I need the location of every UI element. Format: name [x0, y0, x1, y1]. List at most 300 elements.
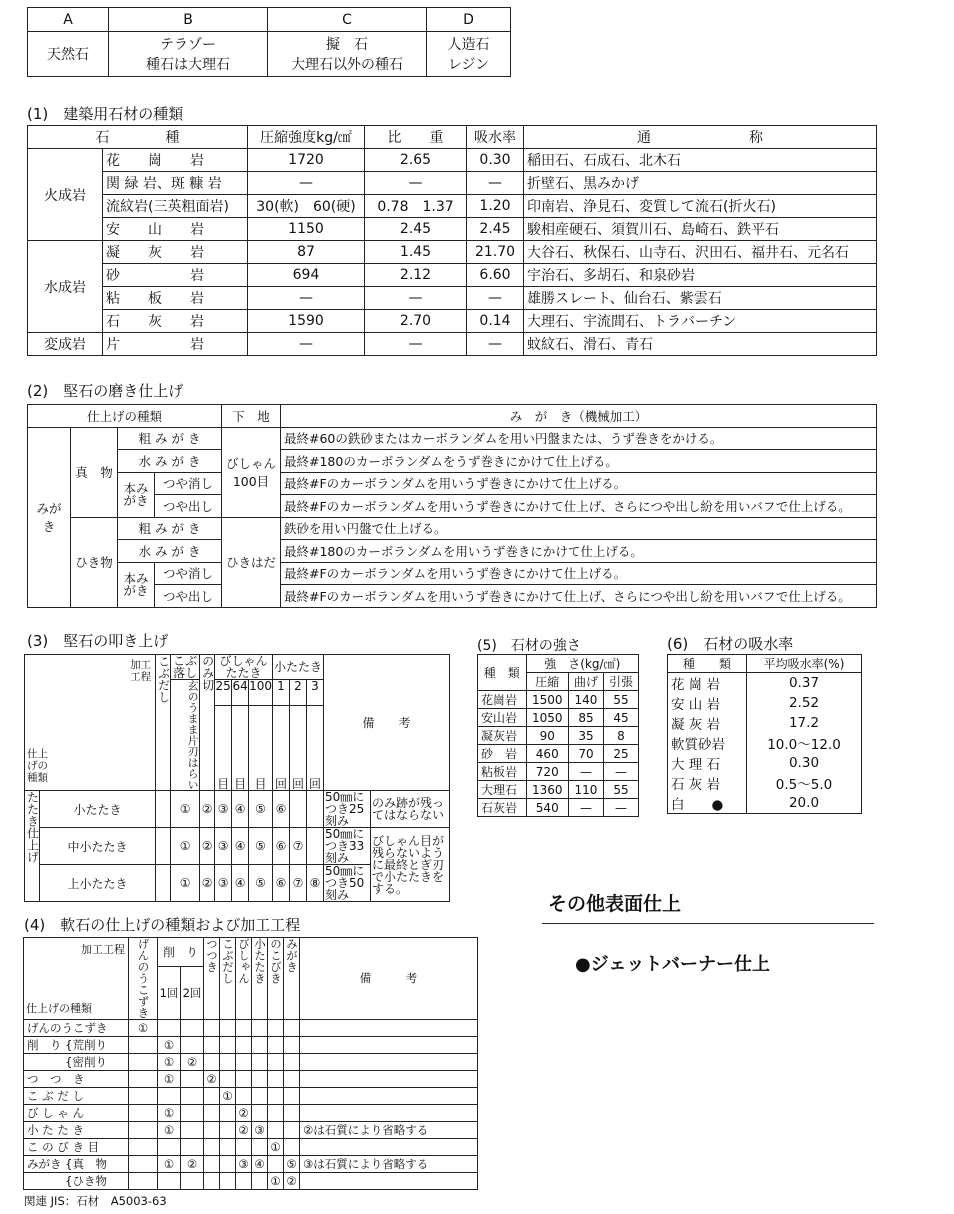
t3-mark	[156, 791, 171, 828]
t3-col: 25	[215, 680, 232, 706]
t4-mark: ②	[236, 1104, 252, 1121]
t4-row-name: つ つ き	[24, 1070, 129, 1087]
t4-mark	[204, 1036, 220, 1053]
t1-cell: 2.12	[365, 264, 467, 287]
t3-h-kobudashi: こぶだし	[156, 655, 171, 791]
t1-cell: 1.20	[467, 195, 524, 218]
t3-mark: ④	[232, 791, 249, 828]
t4-note: ②は石質により省略する	[300, 1121, 478, 1138]
t6-cell: 0.37	[747, 673, 862, 694]
t4-row	[24, 1104, 478, 1121]
abcd-header: D	[427, 8, 511, 32]
t4-row	[24, 1121, 478, 1138]
t4-mark: ②	[284, 1172, 300, 1189]
t1-name: 片 岩	[103, 333, 248, 356]
t1-cell: 694	[248, 264, 365, 287]
t6-cell: 花 崗 岩	[668, 673, 747, 694]
t4-mark	[252, 1070, 268, 1087]
t2-desc: 最終#Fのカーボランダムを用いうず巻きにかけて仕上げ、さらにつや出し紛を用いバフで仕上げる。	[281, 585, 877, 608]
abcd-header: B	[109, 8, 268, 32]
abcd-cell: 人造石 レジン	[427, 32, 511, 77]
t4-mark	[204, 1138, 220, 1155]
t4-note	[300, 1053, 478, 1070]
t4-mark	[129, 1053, 158, 1070]
t6-cell: 10.0〜12.0	[747, 733, 862, 753]
t3-h-nomi: のみ切	[200, 655, 215, 791]
t6-cell: 安 山 岩	[668, 693, 747, 713]
t4-row-name: {ひき物	[24, 1172, 129, 1189]
t3-mark: ②	[200, 865, 215, 902]
t4-note	[300, 1138, 478, 1155]
t4-mark: ⑤	[284, 1155, 300, 1172]
t4-mark	[129, 1036, 158, 1053]
t4-row	[24, 1036, 478, 1053]
t4-mark: ①	[158, 1070, 181, 1087]
t4-mark	[158, 1172, 181, 1189]
t4-mark	[268, 1121, 284, 1138]
t4-mark: ①	[158, 1155, 181, 1172]
t3-mark: ⑤	[249, 865, 273, 902]
t1-cell: 1720	[248, 149, 365, 172]
t4-mark: ④	[252, 1155, 268, 1172]
t1-header: 比 重	[365, 126, 467, 149]
stone-types-table	[27, 125, 877, 356]
t4-mark	[220, 1070, 236, 1087]
t3-mark	[307, 791, 324, 828]
t4-mark	[181, 1104, 204, 1121]
t4-mark	[129, 1121, 158, 1138]
t4-mark	[236, 1138, 252, 1155]
t4-row	[24, 1070, 478, 1087]
t1-cell: —	[365, 287, 467, 310]
t4-mark	[204, 1019, 220, 1036]
t5-header: 種 類	[478, 655, 527, 691]
t5-cell: 70	[568, 745, 603, 763]
soft-stone-table	[23, 937, 478, 1190]
t3-mark	[156, 828, 171, 865]
t5-cell: 大理石	[478, 781, 527, 799]
t2-header: 下 地	[222, 405, 281, 428]
t2-honmigaki: 本み がき	[118, 472, 155, 517]
t3-h-kotataki: 小たたき	[273, 655, 324, 680]
t3-mark: ⑥	[273, 865, 290, 902]
t2-main: みがき	[28, 427, 71, 607]
t6-header: 平均吸水率(%)	[747, 655, 862, 673]
t4-row-name: 削 り {荒削り	[24, 1036, 129, 1053]
t4-mark	[129, 1172, 158, 1189]
t3-mark: ⑤	[249, 828, 273, 865]
t4-mark: ①	[158, 1053, 181, 1070]
t5-cell: 砂 岩	[478, 745, 527, 763]
t3-mark: ③	[215, 791, 232, 828]
t4-mark	[220, 1104, 236, 1121]
t4-mark: ①	[158, 1104, 181, 1121]
t3-mark: ④	[232, 828, 249, 865]
t4-mark: ①	[158, 1036, 181, 1053]
t3-col: 1	[273, 680, 290, 706]
divider	[542, 923, 874, 924]
t4-mark: ①	[268, 1138, 284, 1155]
t4-mark	[268, 1070, 284, 1087]
t3-unit: 回	[273, 706, 290, 791]
t3-mark: ⑤	[249, 791, 273, 828]
t4-mark: ③	[236, 1155, 252, 1172]
t2-title: (2) 堅石の磨き仕上げ	[27, 382, 184, 400]
t4-row-name: び し ゃ ん	[24, 1104, 129, 1121]
t4-mark: ②	[181, 1155, 204, 1172]
t1-title: (1) 建築用石材の種類	[27, 105, 184, 123]
t1-cell: —	[467, 333, 524, 356]
t4-corner-top: 加工工程	[81, 943, 125, 956]
t2-desc: 最終#Fのカーボランダムを用いうず巻きにかけて仕上げ、さらにつや出し紛を用いバフで仕上げる。	[281, 495, 877, 518]
t4-mark	[236, 1036, 252, 1053]
t5-cell: —	[603, 799, 638, 817]
t4-mark	[284, 1087, 300, 1104]
t3-unit: 回	[307, 706, 324, 791]
t4-mark	[204, 1087, 220, 1104]
t4-mark	[220, 1036, 236, 1053]
t3-mark: ⑥	[273, 791, 290, 828]
t5-cell: —	[603, 763, 638, 781]
t6-cell: 白 ●	[668, 793, 747, 814]
t6-cell: 17.2	[747, 713, 862, 733]
t4-note	[300, 1070, 478, 1087]
t4-mark	[268, 1087, 284, 1104]
t5-cell: 85	[568, 709, 603, 727]
t1-cell: —	[467, 287, 524, 310]
t6-cell: 大 理 石	[668, 753, 747, 773]
t3-corner-bottom: 仕上 げの 種類	[27, 748, 48, 784]
t4-mark	[284, 1070, 300, 1087]
t1-cell: 21.70	[467, 241, 524, 264]
t5-cell: 720	[526, 763, 568, 781]
t2-kind: 粗 み が き	[118, 427, 222, 450]
t3-note: 50㎜につき50刻み	[324, 865, 371, 902]
t5-cell: 90	[526, 727, 568, 745]
t4-mark	[129, 1070, 158, 1087]
t1-group: 水成岩	[28, 241, 103, 333]
t1-name: 石 灰 岩	[103, 310, 248, 333]
abcd-cell: テラゾー 種石は大理石	[109, 32, 268, 77]
t4-mark	[181, 1036, 204, 1053]
t1-cell: 30(軟) 60(硬)	[248, 195, 365, 218]
t1-cell: 折壁石、黒みかげ	[524, 172, 877, 195]
t5-cell: 25	[603, 745, 638, 763]
t4-mark	[284, 1019, 300, 1036]
t4-mark	[236, 1087, 252, 1104]
t4-h-col: こぶだし	[220, 938, 236, 1020]
t4-note	[300, 1019, 478, 1036]
t4-h-col: つつき	[204, 938, 220, 1020]
t2-kind: つや消し	[155, 472, 222, 495]
t3-mark: ③	[215, 865, 232, 902]
t4-mark	[284, 1138, 300, 1155]
t4-note	[300, 1087, 478, 1104]
t1-name: 安 山 岩	[103, 218, 248, 241]
t4-mark: ②	[204, 1070, 220, 1087]
t1-cell: 宇治石、多胡石、和泉砂岩	[524, 264, 877, 287]
t4-h-gen: げんのうこずき	[129, 938, 158, 1020]
t3-col: 100	[249, 680, 273, 706]
t4-h-col: のこびき	[268, 938, 284, 1020]
t1-cell: 駿相産硬石、須賀川石、島崎石、鉄平石	[524, 218, 877, 241]
t2-kind: つや消し	[155, 562, 222, 585]
t4-mark	[181, 1121, 204, 1138]
t2-honmigaki: 本み がき	[118, 562, 155, 607]
t4-row	[24, 1172, 478, 1189]
abcd-header: C	[268, 8, 427, 32]
t5-header: 圧縮	[526, 673, 568, 691]
t5-cell: 1360	[526, 781, 568, 799]
t5-cell: —	[568, 763, 603, 781]
t3-unit: 目	[215, 706, 232, 791]
abcd-cell: 天然石	[28, 32, 109, 77]
t6-cell: 0.5〜5.0	[747, 773, 862, 793]
t4-col: 1回	[158, 967, 181, 1020]
t3-mark	[290, 791, 307, 828]
t4-mark	[268, 1053, 284, 1070]
t5-cell: 花崗岩	[478, 691, 527, 709]
t1-name: 流紋岩(三英粗面岩)	[103, 195, 248, 218]
t6-cell: 0.30	[747, 753, 862, 773]
t4-mark	[204, 1053, 220, 1070]
t4-row-name: 小 た た き	[24, 1121, 129, 1138]
t1-cell: —	[365, 172, 467, 195]
t4-mark	[268, 1036, 284, 1053]
t4-mark	[252, 1036, 268, 1053]
t4-mark	[181, 1138, 204, 1155]
t4-mark	[252, 1019, 268, 1036]
t4-mark	[220, 1019, 236, 1036]
t3-row-name: 上小たたき	[40, 865, 156, 902]
t3-col: 64	[232, 680, 249, 706]
t4-h-col: びしゃん	[236, 938, 252, 1020]
t3-row-name: 中小たたき	[40, 828, 156, 865]
t3-note: のみ跡が残ってはならない	[371, 791, 450, 828]
t1-cell: —	[248, 333, 365, 356]
t4-mark	[284, 1104, 300, 1121]
t4-mark	[252, 1087, 268, 1104]
t3-unit: 回	[290, 706, 307, 791]
t3-mark	[156, 865, 171, 902]
t5-cell: 1050	[526, 709, 568, 727]
t4-row	[24, 1053, 478, 1070]
t5-cell: 35	[568, 727, 603, 745]
t5-cell: 石灰岩	[478, 799, 527, 817]
t1-header: 圧縮強度kg/㎠	[248, 126, 365, 149]
t1-cell: 大谷石、秋保石、山寺石、沢田石、福井石、元名石	[524, 241, 877, 264]
t5-cell: —	[568, 799, 603, 817]
t3-corner	[25, 655, 156, 791]
other-title: その他表面仕上	[548, 893, 682, 915]
t3-mark: ⑦	[290, 828, 307, 865]
t1-cell: 大理石、宇流間石、トラバーチン	[524, 310, 877, 333]
t6-cell: 凝 灰 岩	[668, 713, 747, 733]
t2-sub: ひき物	[71, 517, 118, 607]
t1-cell: —	[365, 333, 467, 356]
t3-title: (3) 堅石の叩き上げ	[27, 632, 169, 650]
t2-desc: 最終#Fのカーボランダムを用いうず巻きにかけて仕上げる。	[281, 472, 877, 495]
t4-mark	[252, 1104, 268, 1121]
t4-row	[24, 1138, 478, 1155]
t4-mark	[252, 1053, 268, 1070]
t6-cell: 2.52	[747, 693, 862, 713]
t4-mark	[252, 1138, 268, 1155]
t1-cell: 1.45	[365, 241, 467, 264]
t4-corner	[24, 938, 129, 1020]
t4-mark	[129, 1087, 158, 1104]
t1-group: 火成岩	[28, 149, 103, 241]
t3-h-gen: 玄のうまま片刃はらい	[171, 680, 200, 791]
t5-cell: 1500	[526, 691, 568, 709]
t3-mark: ⑧	[307, 865, 324, 902]
t1-cell: 1150	[248, 218, 365, 241]
t4-mark	[204, 1104, 220, 1121]
t4-remarks-header: 備 考	[300, 938, 478, 1020]
t1-cell: 87	[248, 241, 365, 264]
t4-mark: ③	[252, 1121, 268, 1138]
t3-col: 3	[307, 680, 324, 706]
t5-cell: 45	[603, 709, 638, 727]
abcd-cell: 擬 石 大理石以外の種石	[268, 32, 427, 77]
t4-mark	[204, 1121, 220, 1138]
t4-note: ③は石質により省略する	[300, 1155, 478, 1172]
other-item: ●ジェットバーナー仕上	[575, 954, 770, 975]
t3-h-bishan: びしゃん たたき	[215, 655, 273, 680]
t4-row	[24, 1019, 478, 1036]
t4-row-name: {密削り	[24, 1053, 129, 1070]
t5-cell: 安山岩	[478, 709, 527, 727]
t3-row-name: 小たたき	[40, 791, 156, 828]
t4-mark	[284, 1036, 300, 1053]
t3-mark: ①	[171, 865, 200, 902]
t1-group: 変成岩	[28, 333, 103, 356]
t3-mark: ②	[200, 828, 215, 865]
t1-name: 凝 灰 岩	[103, 241, 248, 264]
t3-remarks-header: 備 考	[324, 655, 450, 791]
t4-mark: ①	[268, 1172, 284, 1189]
t4-mark	[181, 1087, 204, 1104]
t1-name: 砂 岩	[103, 264, 248, 287]
strength-table	[477, 654, 639, 817]
t1-header: 通 称	[524, 126, 877, 149]
tataki-table	[24, 654, 450, 902]
t4-mark	[129, 1138, 158, 1155]
t2-base: ひきはだ	[222, 517, 281, 607]
t4-mark	[268, 1155, 284, 1172]
t4-mark	[158, 1019, 181, 1036]
t4-row-name: みがき {真 物	[24, 1155, 129, 1172]
t4-mark	[129, 1104, 158, 1121]
t4-h-col: 小たたき	[252, 938, 268, 1020]
t4-mark: ②	[236, 1121, 252, 1138]
t4-footer: 関連 JIS：石材 A5003-63	[24, 1194, 167, 1208]
t4-row-name: こ の び き 目	[24, 1138, 129, 1155]
t2-kind: 粗 み が き	[118, 517, 222, 540]
t6-cell: 軟質砂岩	[668, 733, 747, 753]
t6-header: 種 類	[668, 655, 747, 673]
t5-cell: 凝灰岩	[478, 727, 527, 745]
t4-mark: ②	[181, 1053, 204, 1070]
t1-name: 関 緑 岩、斑 糠 岩	[103, 172, 248, 195]
t4-mark	[181, 1019, 204, 1036]
t3-mark: ①	[171, 791, 200, 828]
t3-mark: ⑥	[273, 828, 290, 865]
t3-note: 50㎜につき25刻み	[324, 791, 371, 828]
t2-kind: つや出し	[155, 585, 222, 608]
t3-unit: 目	[232, 706, 249, 791]
t4-mark	[158, 1138, 181, 1155]
t1-cell: 1590	[248, 310, 365, 333]
t2-header: 仕上げの種類	[28, 405, 222, 428]
t5-header: 強 さ(kg/㎠)	[526, 655, 638, 673]
t5-cell: 粘板岩	[478, 763, 527, 781]
t4-mark	[158, 1087, 181, 1104]
t4-row	[24, 1155, 478, 1172]
t4-mark	[181, 1070, 204, 1087]
t3-group: たたき仕上げ	[25, 791, 40, 902]
t1-cell: 2.45	[467, 218, 524, 241]
t4-mark: ①	[220, 1087, 236, 1104]
t5-cell: 140	[568, 691, 603, 709]
t4-row-name: げんのうこずき	[24, 1019, 129, 1036]
t4-mark	[236, 1019, 252, 1036]
t1-cell: 2.65	[365, 149, 467, 172]
t2-desc: 最終#60の鉄砂またはカーボランダムを用い円盤または、うず巻きをかける。	[281, 427, 877, 450]
t5-cell: 8	[603, 727, 638, 745]
abcd-header: A	[28, 8, 109, 32]
t4-h-col: みがき	[284, 938, 300, 1020]
t1-cell: 0.78 1.37	[365, 195, 467, 218]
t4-mark	[220, 1155, 236, 1172]
t1-cell: 稲田石、石成石、北木石	[524, 149, 877, 172]
t1-cell: 6.60	[467, 264, 524, 287]
t4-mark	[268, 1019, 284, 1036]
t1-cell: 2.70	[365, 310, 467, 333]
t1-cell: —	[248, 172, 365, 195]
t4-note	[300, 1104, 478, 1121]
t4-title: (4) 軟石の仕上げの種類および加工工程	[24, 916, 301, 934]
t2-desc: 最終#180のカーボランダムを用いうず巻きにかけて仕上げる。	[281, 540, 877, 563]
t2-sub: 真 物	[71, 427, 118, 517]
t4-mark	[268, 1104, 284, 1121]
t1-header: 吸水率	[467, 126, 524, 149]
t1-cell: —	[467, 172, 524, 195]
t4-note	[300, 1036, 478, 1053]
t3-corner-top: 加工 工程	[130, 659, 152, 683]
t4-mark: ①	[129, 1019, 158, 1036]
t3-note: びしゃん目が残らないように最終とぎ刃で小たたきをする。	[371, 828, 450, 902]
t1-cell: 印南岩、浄見石、変質して流石(折火石)	[524, 195, 877, 218]
t5-title: (5) 石材の強さ	[477, 638, 581, 654]
t1-cell: 2.45	[365, 218, 467, 241]
t2-kind: 水 み が き	[118, 540, 222, 563]
t2-desc: 最終#180のカーボランダムをうず巻きにかけて仕上げる。	[281, 450, 877, 473]
t1-cell: —	[248, 287, 365, 310]
t4-col: 2回	[181, 967, 204, 1020]
absorption-table	[667, 654, 862, 814]
t4-mark	[284, 1053, 300, 1070]
t4-mark	[236, 1070, 252, 1087]
t3-col: 2	[290, 680, 307, 706]
t2-header: み が き（機械加工）	[281, 405, 877, 428]
t4-mark	[236, 1172, 252, 1189]
t4-mark	[252, 1172, 268, 1189]
t4-note	[300, 1172, 478, 1189]
t4-mark	[236, 1053, 252, 1070]
t1-cell: 蚊紋石、滑石、青石	[524, 333, 877, 356]
t3-mark: ⑦	[290, 865, 307, 902]
